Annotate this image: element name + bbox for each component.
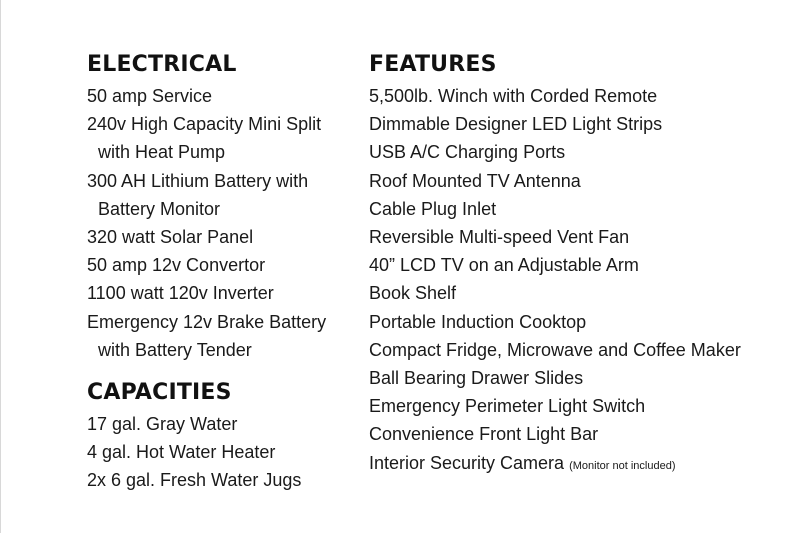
list-item: USB A/C Charging Ports — [369, 142, 566, 163]
list-item: Emergency 12v Brake Battery — [87, 311, 327, 332]
list-item: Dimmable Designer LED Light Strips — [369, 114, 663, 135]
list-item: Reversible Multi-speed Vent Fan — [369, 227, 630, 248]
list-item: 40” LCD TV on an Adjustable Arm — [369, 255, 639, 276]
list-item: 50 amp 12v Convertor — [87, 255, 266, 276]
list-item: 240v High Capacity Mini Split — [87, 114, 322, 135]
right-column — [369, 50, 789, 480]
list-item: Cable Plug Inlet — [369, 198, 497, 219]
features-heading: FEATURES — [369, 52, 497, 77]
list-item-continuation: Battery Monitor — [98, 198, 221, 219]
list-item: 50 amp Service — [87, 86, 213, 106]
list-item: Emergency Perimeter Light Switch — [369, 396, 646, 417]
list-item: Convenience Front Light Bar — [369, 424, 599, 445]
features-list — [369, 82, 789, 480]
list-item-with-note — [369, 449, 789, 480]
list-item: Ball Bearing Drawer Slides — [369, 368, 584, 389]
list-item: 5,500lb. Winch with Corded Remote — [369, 86, 658, 106]
list-item: Roof Mounted TV Antenna — [369, 170, 581, 191]
list-item: Book Shelf — [369, 283, 457, 304]
list-item: 4 gal. Hot Water Heater — [87, 442, 276, 463]
capacities-list — [87, 410, 357, 495]
left-edge-divider — [0, 0, 1, 533]
list-item-continuation: with Battery Tender — [98, 339, 252, 360]
list-item: Portable Induction Cooktop — [369, 311, 587, 332]
list-item-text: Interior Security Camera — [369, 452, 565, 473]
list-item-continuation: with Heat Pump — [98, 142, 226, 163]
left-column — [87, 50, 357, 495]
electrical-heading: ELECTRICAL — [87, 52, 237, 77]
capacities-heading: CAPACITIES — [87, 380, 232, 406]
list-item: 2x 6 gal. Fresh Water Jugs — [87, 470, 302, 491]
list-item: 17 gal. Gray Water — [87, 414, 238, 435]
list-item: 300 AH Lithium Battery with — [87, 170, 309, 191]
list-item: 320 watt Solar Panel — [87, 227, 254, 248]
electrical-list — [87, 82, 357, 364]
list-item: 1100 watt 120v Inverter — [87, 283, 274, 304]
list-item: Compact Fridge, Microwave and Coffee Maker — [369, 339, 741, 360]
monitor-note: (Monitor not included) — [569, 459, 676, 472]
